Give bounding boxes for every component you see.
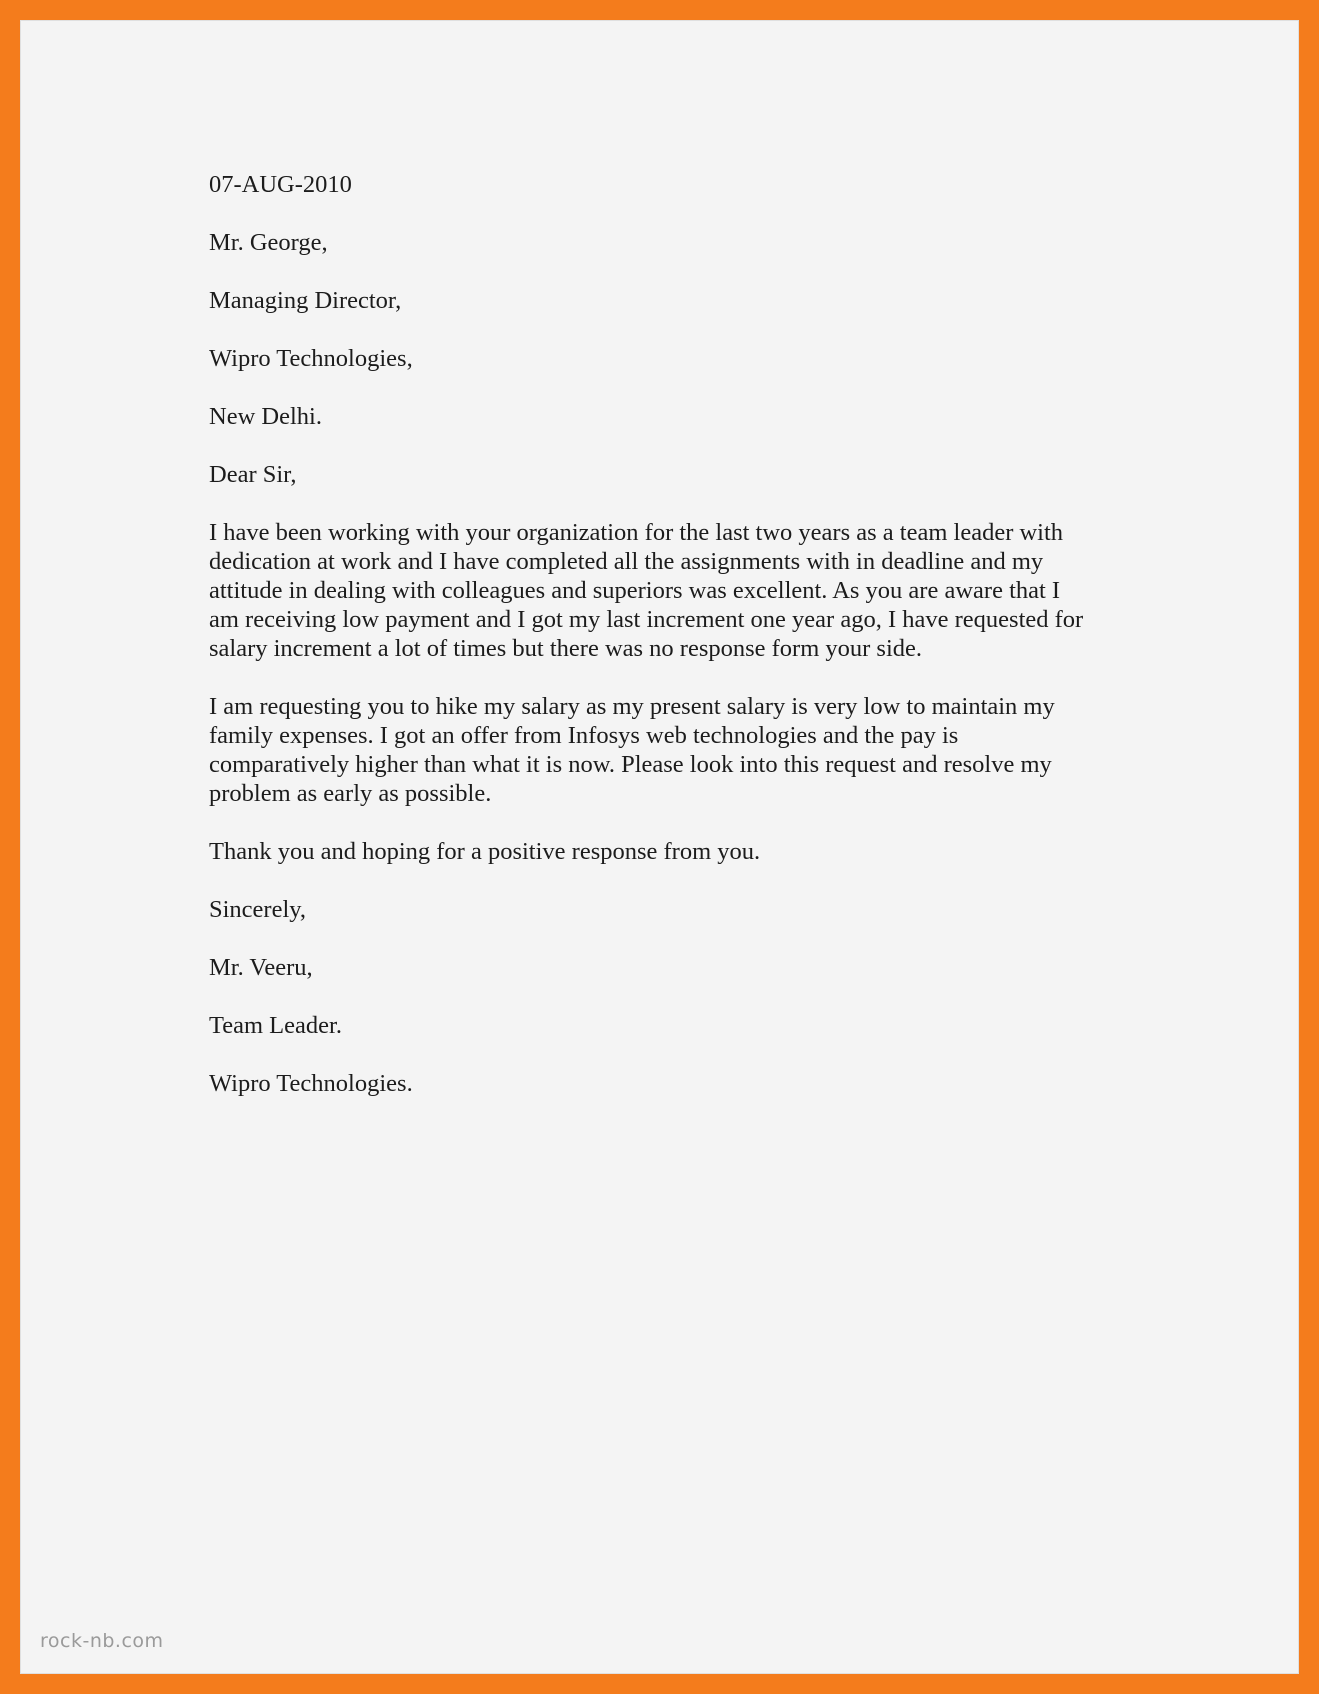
paragraph-2 (209, 692, 1139, 808)
paragraph-line: salary increment a lot of times but there was no response form your side. (209, 635, 923, 662)
letter-page (20, 20, 1299, 1674)
paragraph-line: problem as early as possible. (209, 780, 492, 807)
signoff: Sincerely, (209, 896, 307, 923)
paragraph-line: family expenses. I got an offer from Infosys web technologies and the pay is (209, 722, 959, 749)
recipient-company: Wipro Technologies, (209, 345, 413, 372)
sender-title: Team Leader. (209, 1012, 342, 1039)
recipient-city: New Delhi. (209, 403, 322, 430)
paragraph-1 (209, 518, 1139, 663)
sender-name: Mr. Veeru, (209, 954, 313, 981)
letter-date: 07-AUG-2010 (209, 171, 352, 198)
salutation: Dear Sir, (209, 461, 297, 488)
paragraph-line: am receiving low payment and I got my last increment one year ago, I have requested for (209, 606, 1084, 633)
sender-company: Wipro Technologies. (209, 1070, 413, 1097)
recipient-title: Managing Director, (209, 287, 402, 314)
paragraph-line: comparatively higher than what it is now. Please look into this request and resolve my (209, 751, 1052, 778)
closing-line: Thank you and hoping for a positive response from you. (209, 838, 761, 865)
watermark: rock-nb.com (40, 1630, 164, 1652)
recipient-name: Mr. George, (209, 229, 328, 256)
paragraph-line: I am requesting you to hike my salary as my present salary is very low to maintain my (209, 693, 1055, 720)
paragraph-line: attitude in dealing with colleagues and superiors was excellent. As you are aware that I (209, 577, 1061, 604)
paragraph-line: dedication at work and I have completed all the assignments with in deadline and my (209, 548, 1044, 575)
paragraph-line: I have been working with your organization for the last two years as a team leader with (209, 519, 1064, 546)
letter-body (209, 170, 1139, 1127)
